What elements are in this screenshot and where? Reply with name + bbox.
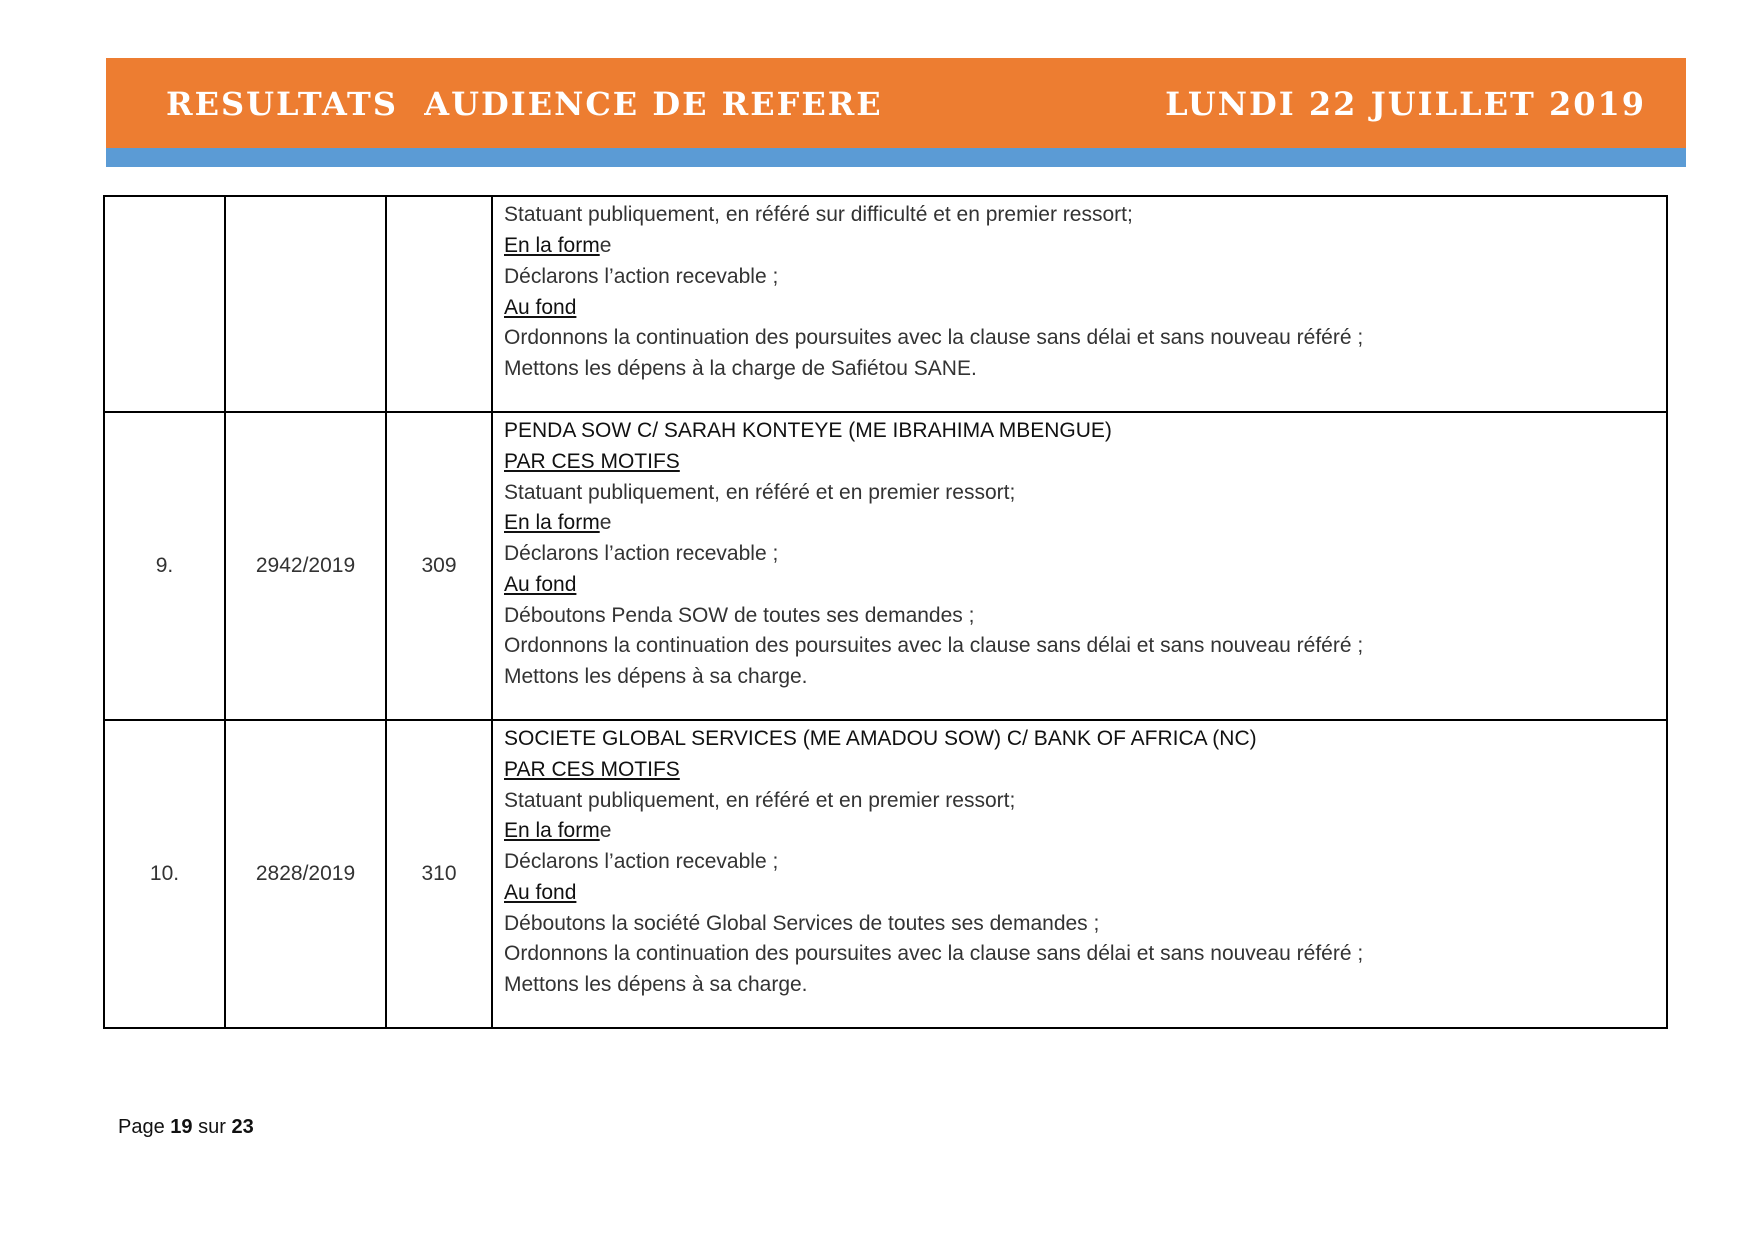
subheading-rest: e xyxy=(599,819,612,843)
page-label: Page xyxy=(118,1116,165,1138)
ruling-line: Déclarons l’action recevable ; xyxy=(504,850,779,874)
motifs-heading: PAR CES MOTIFS xyxy=(504,450,680,474)
page-current: 19 xyxy=(170,1116,193,1138)
ruling-line: Ordonnons la continuation des poursuites avec la clause sans délai et sans nouveau référé ; xyxy=(504,634,1364,658)
ruling-subheading xyxy=(504,231,1656,262)
subheading-rest: e xyxy=(599,234,612,258)
ruling-subheading xyxy=(504,508,1656,539)
ruling-line: Déboutons la société Global Services de toutes ses demandes ; xyxy=(504,911,1100,935)
ruling-line: Déclarons l’action recevable ; xyxy=(504,542,779,566)
motifs-heading: PAR CES MOTIFS xyxy=(504,758,680,782)
ruling-line: Ordonnons la continuation des poursuites avec la clause sans délai et sans nouveau référé ; xyxy=(504,942,1364,966)
table-row xyxy=(104,720,1667,1028)
ruling-text-cell xyxy=(492,720,1667,1028)
table-row xyxy=(104,196,1667,412)
subheading-underlined: Au fond xyxy=(504,880,577,904)
page-title: RESULTATS AUDIENCE DE REFERE xyxy=(166,85,883,123)
ruling-line: Statuant publiquement, en référé et en premier ressort; xyxy=(504,480,1016,504)
ruling-line: Déboutons Penda SOW de toutes ses demandes ; xyxy=(504,603,975,627)
subheading-underlined: Au fond xyxy=(504,572,577,596)
ruling-subheading xyxy=(504,878,1656,909)
subheading-underlined: Au fond xyxy=(504,295,577,319)
header-strip xyxy=(106,148,1686,167)
registry-number-cell: 2828/2019 xyxy=(225,720,386,1028)
ruling-text-cell xyxy=(492,412,1667,720)
ruling-line: Ordonnons la continuation des poursuites avec la clause sans délai et sans nouveau référé ; xyxy=(504,326,1364,350)
ruling-line: Mettons les dépens à sa charge. xyxy=(504,664,808,688)
ruling-subheading xyxy=(504,293,1656,324)
registry-number-cell xyxy=(225,196,386,412)
ruling-line: Statuant publiquement, en référé sur difficulté et en premier ressort; xyxy=(504,203,1133,227)
ruling-line: Mettons les dépens à la charge de Safiétou SANE. xyxy=(504,356,977,380)
case-number-cell: 9. xyxy=(104,412,225,720)
registry-number-cell: 2942/2019 xyxy=(225,412,386,720)
ruling-line: Déclarons l’action recevable ; xyxy=(504,264,779,288)
subheading-underlined: En la form xyxy=(504,511,600,535)
case-parties: SOCIETE GLOBAL SERVICES (ME AMADOU SOW) C/ BANK OF AFRICA (NC) xyxy=(504,727,1257,751)
order-number-cell: 309 xyxy=(386,412,492,720)
table-row xyxy=(104,412,1667,720)
ruling-line: Statuant publiquement, en référé et en premier ressort; xyxy=(504,788,1016,812)
page-footer xyxy=(118,1116,254,1139)
ruling-subheading xyxy=(504,816,1656,847)
hearing-date: LUNDI 22 JUILLET 2019 xyxy=(1165,85,1646,123)
page-of-label: sur xyxy=(198,1116,226,1138)
ruling-subheading xyxy=(504,570,1656,601)
case-number-cell: 10. xyxy=(104,720,225,1028)
ruling-text-cell xyxy=(492,196,1667,412)
subheading-underlined: En la form xyxy=(504,234,600,258)
order-number-cell: 310 xyxy=(386,720,492,1028)
results-table xyxy=(103,195,1668,1029)
case-parties: PENDA SOW C/ SARAH KONTEYE (ME IBRAHIMA MBENGUE) xyxy=(504,419,1112,443)
order-number-cell xyxy=(386,196,492,412)
subheading-underlined: En la form xyxy=(504,819,600,843)
case-number-cell xyxy=(104,196,225,412)
subheading-rest: e xyxy=(599,511,612,535)
page-total: 23 xyxy=(231,1116,254,1138)
results-table-body xyxy=(104,196,1667,1028)
ruling-line: Mettons les dépens à sa charge. xyxy=(504,972,808,996)
